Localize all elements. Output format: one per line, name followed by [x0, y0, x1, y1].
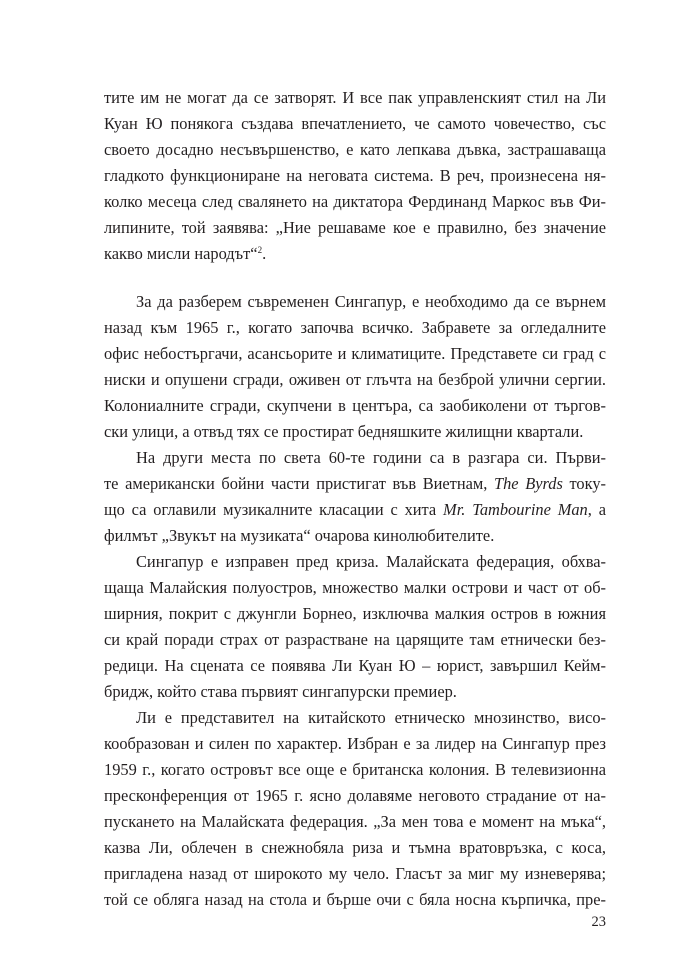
text-line: [104, 861, 606, 887]
text-segment: те американски бойни части пристигат във Виетнам,: [104, 474, 494, 493]
text-line: [136, 705, 606, 731]
text-line: [104, 315, 606, 341]
text-segment: що са оглавили музикалните класации с хита: [104, 500, 444, 519]
text-segment: току-: [562, 474, 607, 493]
text-segment: казва Ли, облечен в снежнобяла риза и тъмна вратовръзка, с коса,: [104, 838, 606, 857]
text-segment: си край поради страх от разрастване на царящите там етнически без-: [104, 630, 606, 649]
text-line: [104, 809, 606, 835]
text-line: [104, 393, 606, 419]
text-segment: , а: [587, 500, 606, 519]
text-segment: тите им не могат да се затворят. И все пак управленският стил на Ли: [104, 88, 606, 107]
text-line: [104, 757, 606, 783]
text-segment: филмът „Звукът на музиката“ очарова кинолюбителите.: [104, 526, 495, 545]
text-line: [104, 241, 606, 267]
text-line: [104, 163, 606, 189]
text-line: [104, 419, 606, 445]
text-line: [104, 731, 606, 757]
text-line: [104, 471, 606, 497]
text-line: [104, 679, 606, 705]
text-line: [104, 653, 606, 679]
italic-title: The Byrds: [493, 474, 563, 493]
text-line: [104, 497, 606, 523]
text-segment: какво мисли народът“: [104, 244, 258, 263]
text-line: [104, 367, 606, 393]
text-segment: пригладена назад от широкото му чело. Гласът за миг му изневерява;: [104, 864, 606, 883]
text-segment: той се обляга назад на стола и бърше очи с бяла носна кърпичка, пре-: [104, 890, 606, 909]
text-segment: щаща Малайския полуостров, множество малки острови и част от об-: [104, 578, 606, 597]
text-segment: гладкото функциониране на неговата система. В реч, произнесена ня-: [104, 166, 606, 185]
text-line: [104, 887, 606, 913]
text-line: [136, 289, 606, 315]
text-segment: ски улици, а отвъд тях се простират бедняшките жилищни квартали.: [104, 422, 584, 441]
text-segment: офис небостъргачи, асансьорите и климатиците. Представете си град с: [104, 344, 606, 363]
text-segment: Сингапур е изправен пред криза. Малайската федерация, обхва-: [136, 552, 606, 571]
text-segment: колко месеца след свалянето на диктатора Фердинанд Маркос във Фи-: [104, 192, 606, 211]
text-segment: редици. На сцената се появява Ли Куан Ю – юрист, завършил Кейм-: [104, 656, 606, 675]
text-line: [104, 601, 606, 627]
text-line: [104, 783, 606, 809]
text-segment: На други места по света 60-те години са в разгара си. Първи-: [136, 448, 606, 467]
text-line: [104, 627, 606, 653]
text-line: [136, 549, 606, 575]
text-segment: Куан Ю понякога създава впечатлението, че самото човечество, със: [104, 114, 606, 133]
text-segment: ниски и опушени сгради, оживен от глъчта на безброй улични сергии.: [104, 370, 606, 389]
text-line: [136, 445, 606, 471]
text-line: [104, 189, 606, 215]
text-segment: пускането на Малайската федерация. „За мен това е момент на мъка“,: [104, 812, 606, 831]
text-line: [104, 575, 606, 601]
text-line: [104, 137, 606, 163]
text-line: [104, 215, 606, 241]
text-line: [104, 85, 606, 111]
text-segment: Ли е представител на китайското етническо мнозинство, висо-: [136, 708, 606, 727]
text-segment: 1959 г., когато островът все още е британска колония. В телевизионна: [104, 760, 606, 779]
text-segment: своето досадно несъвършенство, е като лепкава дъвка, застрашаваща: [104, 140, 606, 159]
text-segment: .: [262, 244, 267, 263]
text-segment: назад към 1965 г., когато започва всичко. Забравете за огледалните: [104, 318, 606, 337]
text-segment: Колониалните сгради, скупчени в центъра, са заобиколени от търгов-: [104, 396, 606, 415]
text-segment: За да разберем съвременен Сингапур, е необходимо да се върнем: [136, 292, 606, 311]
text-line: [104, 523, 606, 549]
text-line: [104, 341, 606, 367]
text-segment: липините, той заявява: „Ние решаваме кое е правилно, без значение: [104, 218, 606, 237]
text-segment: пресконференция от 1965 г. ясно долавяме неговото страдание от на-: [104, 786, 606, 805]
text-segment: кообразован и силен по характер. Избран е за лидер на Сингапур през: [104, 734, 606, 753]
italic-title: Mr. Tambourine Man: [443, 500, 588, 519]
footnote-marker: 2: [257, 245, 263, 255]
text-line: [104, 835, 606, 861]
text-line: [104, 111, 606, 137]
text-segment: бридж, който става първият сингапурски премиер.: [104, 682, 457, 701]
text-segment: ширния, покрит с джунгли Борнео, изключва малкия остров в южния: [104, 604, 606, 623]
page-number: 23: [591, 914, 606, 930]
